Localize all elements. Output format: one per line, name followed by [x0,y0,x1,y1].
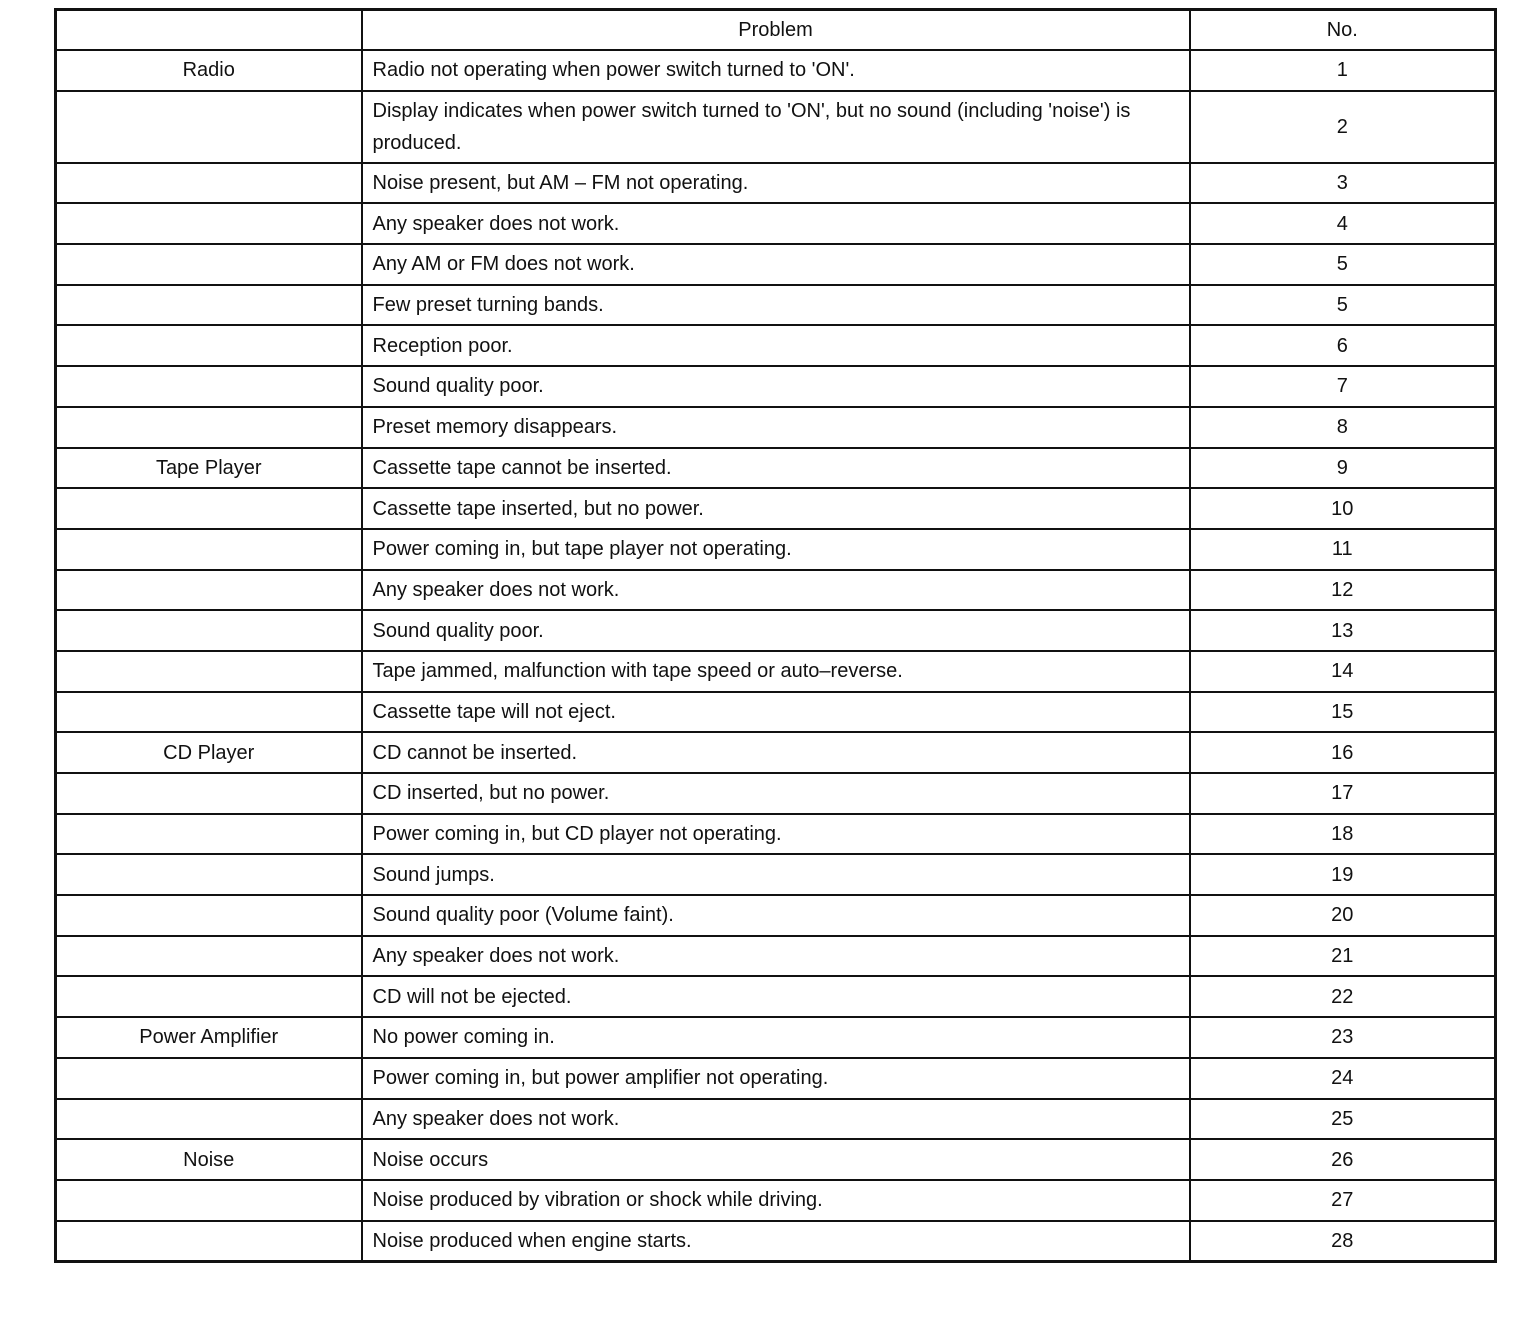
row-problem: CD cannot be inserted. [362,732,1190,773]
row-number: 25 [1190,1099,1496,1140]
row-problem: Power coming in, but tape player not operating. [362,529,1190,570]
table-row [56,1058,1496,1099]
header-number: No. [1190,10,1496,51]
row-problem: Any speaker does not work. [362,570,1190,611]
row-problem: Any speaker does not work. [362,1099,1190,1140]
table-row [56,773,1496,814]
row-problem: Cassette tape will not eject. [362,692,1190,733]
row-category: Tape Player [56,448,362,489]
table-row [56,50,1496,91]
row-problem: Few preset turning bands. [362,285,1190,326]
troubleshooting-table [54,8,1497,1263]
row-number: 3 [1190,163,1496,204]
row-problem: Any AM or FM does not work. [362,244,1190,285]
row-number: 2 [1190,91,1496,163]
row-problem: Any speaker does not work. [362,936,1190,977]
row-problem: Noise present, but AM – FM not operating. [362,163,1190,204]
table-row [56,407,1496,448]
row-problem: Reception poor. [362,325,1190,366]
table-row [56,1221,1496,1262]
row-number: 23 [1190,1017,1496,1058]
row-number: 4 [1190,203,1496,244]
table-row [56,651,1496,692]
row-number: 20 [1190,895,1496,936]
table-row [56,91,1496,163]
row-category [56,1221,362,1262]
row-category: Radio [56,50,362,91]
row-problem: Power coming in, but CD player not operating. [362,814,1190,855]
table-row [56,448,1496,489]
table-row [56,692,1496,733]
table-row [56,814,1496,855]
row-category [56,163,362,204]
table-row [56,610,1496,651]
table-row [56,1180,1496,1221]
header-problem: Problem [362,10,1190,51]
table-row [56,285,1496,326]
row-number: 6 [1190,325,1496,366]
table-row [56,203,1496,244]
row-problem: Noise produced by vibration or shock while driving. [362,1180,1190,1221]
row-number: 27 [1190,1180,1496,1221]
row-category [56,976,362,1017]
row-number: 1 [1190,50,1496,91]
table-row [56,1099,1496,1140]
row-number: 10 [1190,488,1496,529]
table-row [56,732,1496,773]
row-number: 21 [1190,936,1496,977]
row-number: 16 [1190,732,1496,773]
table-row [56,854,1496,895]
row-number: 12 [1190,570,1496,611]
row-category [56,366,362,407]
row-number: 8 [1190,407,1496,448]
row-number: 11 [1190,529,1496,570]
row-category [56,285,362,326]
row-number: 7 [1190,366,1496,407]
table-row [56,244,1496,285]
row-problem: Radio not operating when power switch turned to 'ON'. [362,50,1190,91]
table-row [56,1017,1496,1058]
row-number: 5 [1190,285,1496,326]
row-problem: Noise produced when engine starts. [362,1221,1190,1262]
row-category [56,936,362,977]
table-row [56,936,1496,977]
row-problem: No power coming in. [362,1017,1190,1058]
table-row [56,366,1496,407]
row-category [56,91,362,163]
row-category [56,570,362,611]
row-number: 22 [1190,976,1496,1017]
row-number: 5 [1190,244,1496,285]
header-row [56,10,1496,51]
header-category [56,10,362,51]
row-category [56,692,362,733]
row-problem: CD will not be ejected. [362,976,1190,1017]
row-category [56,1099,362,1140]
table-body [56,50,1496,1262]
table-row [56,570,1496,611]
table-row [56,163,1496,204]
row-category [56,773,362,814]
row-number: 17 [1190,773,1496,814]
row-problem: Any speaker does not work. [362,203,1190,244]
row-number: 18 [1190,814,1496,855]
row-category [56,1180,362,1221]
row-category [56,651,362,692]
table-row [56,529,1496,570]
row-problem: Noise occurs [362,1139,1190,1180]
troubleshooting-document [54,8,1494,1263]
row-category [56,407,362,448]
row-problem: CD inserted, but no power. [362,773,1190,814]
table-row [56,488,1496,529]
row-number: 15 [1190,692,1496,733]
row-problem: Tape jammed, malfunction with tape speed or auto–reverse. [362,651,1190,692]
row-category: Power Amplifier [56,1017,362,1058]
row-number: 26 [1190,1139,1496,1180]
row-category: Noise [56,1139,362,1180]
row-problem: Cassette tape cannot be inserted. [362,448,1190,489]
row-number: 24 [1190,1058,1496,1099]
row-problem: Sound quality poor. [362,366,1190,407]
row-category [56,529,362,570]
row-number: 19 [1190,854,1496,895]
row-problem: Preset memory disappears. [362,407,1190,448]
table-row [56,1139,1496,1180]
row-category [56,610,362,651]
row-category [56,854,362,895]
row-problem: Display indicates when power switch turned to 'ON', but no sound (including 'noise') is produced. [362,91,1190,163]
table-row [56,976,1496,1017]
row-number: 28 [1190,1221,1496,1262]
row-number: 9 [1190,448,1496,489]
row-problem: Sound jumps. [362,854,1190,895]
row-number: 14 [1190,651,1496,692]
row-problem: Cassette tape inserted, but no power. [362,488,1190,529]
table-row [56,325,1496,366]
row-category [56,488,362,529]
row-problem: Sound quality poor (Volume faint). [362,895,1190,936]
row-category: CD Player [56,732,362,773]
row-problem: Power coming in, but power amplifier not operating. [362,1058,1190,1099]
row-category [56,325,362,366]
row-category [56,1058,362,1099]
table-row [56,895,1496,936]
row-category [56,244,362,285]
row-problem: Sound quality poor. [362,610,1190,651]
row-number: 13 [1190,610,1496,651]
row-category [56,895,362,936]
row-category [56,814,362,855]
row-category [56,203,362,244]
